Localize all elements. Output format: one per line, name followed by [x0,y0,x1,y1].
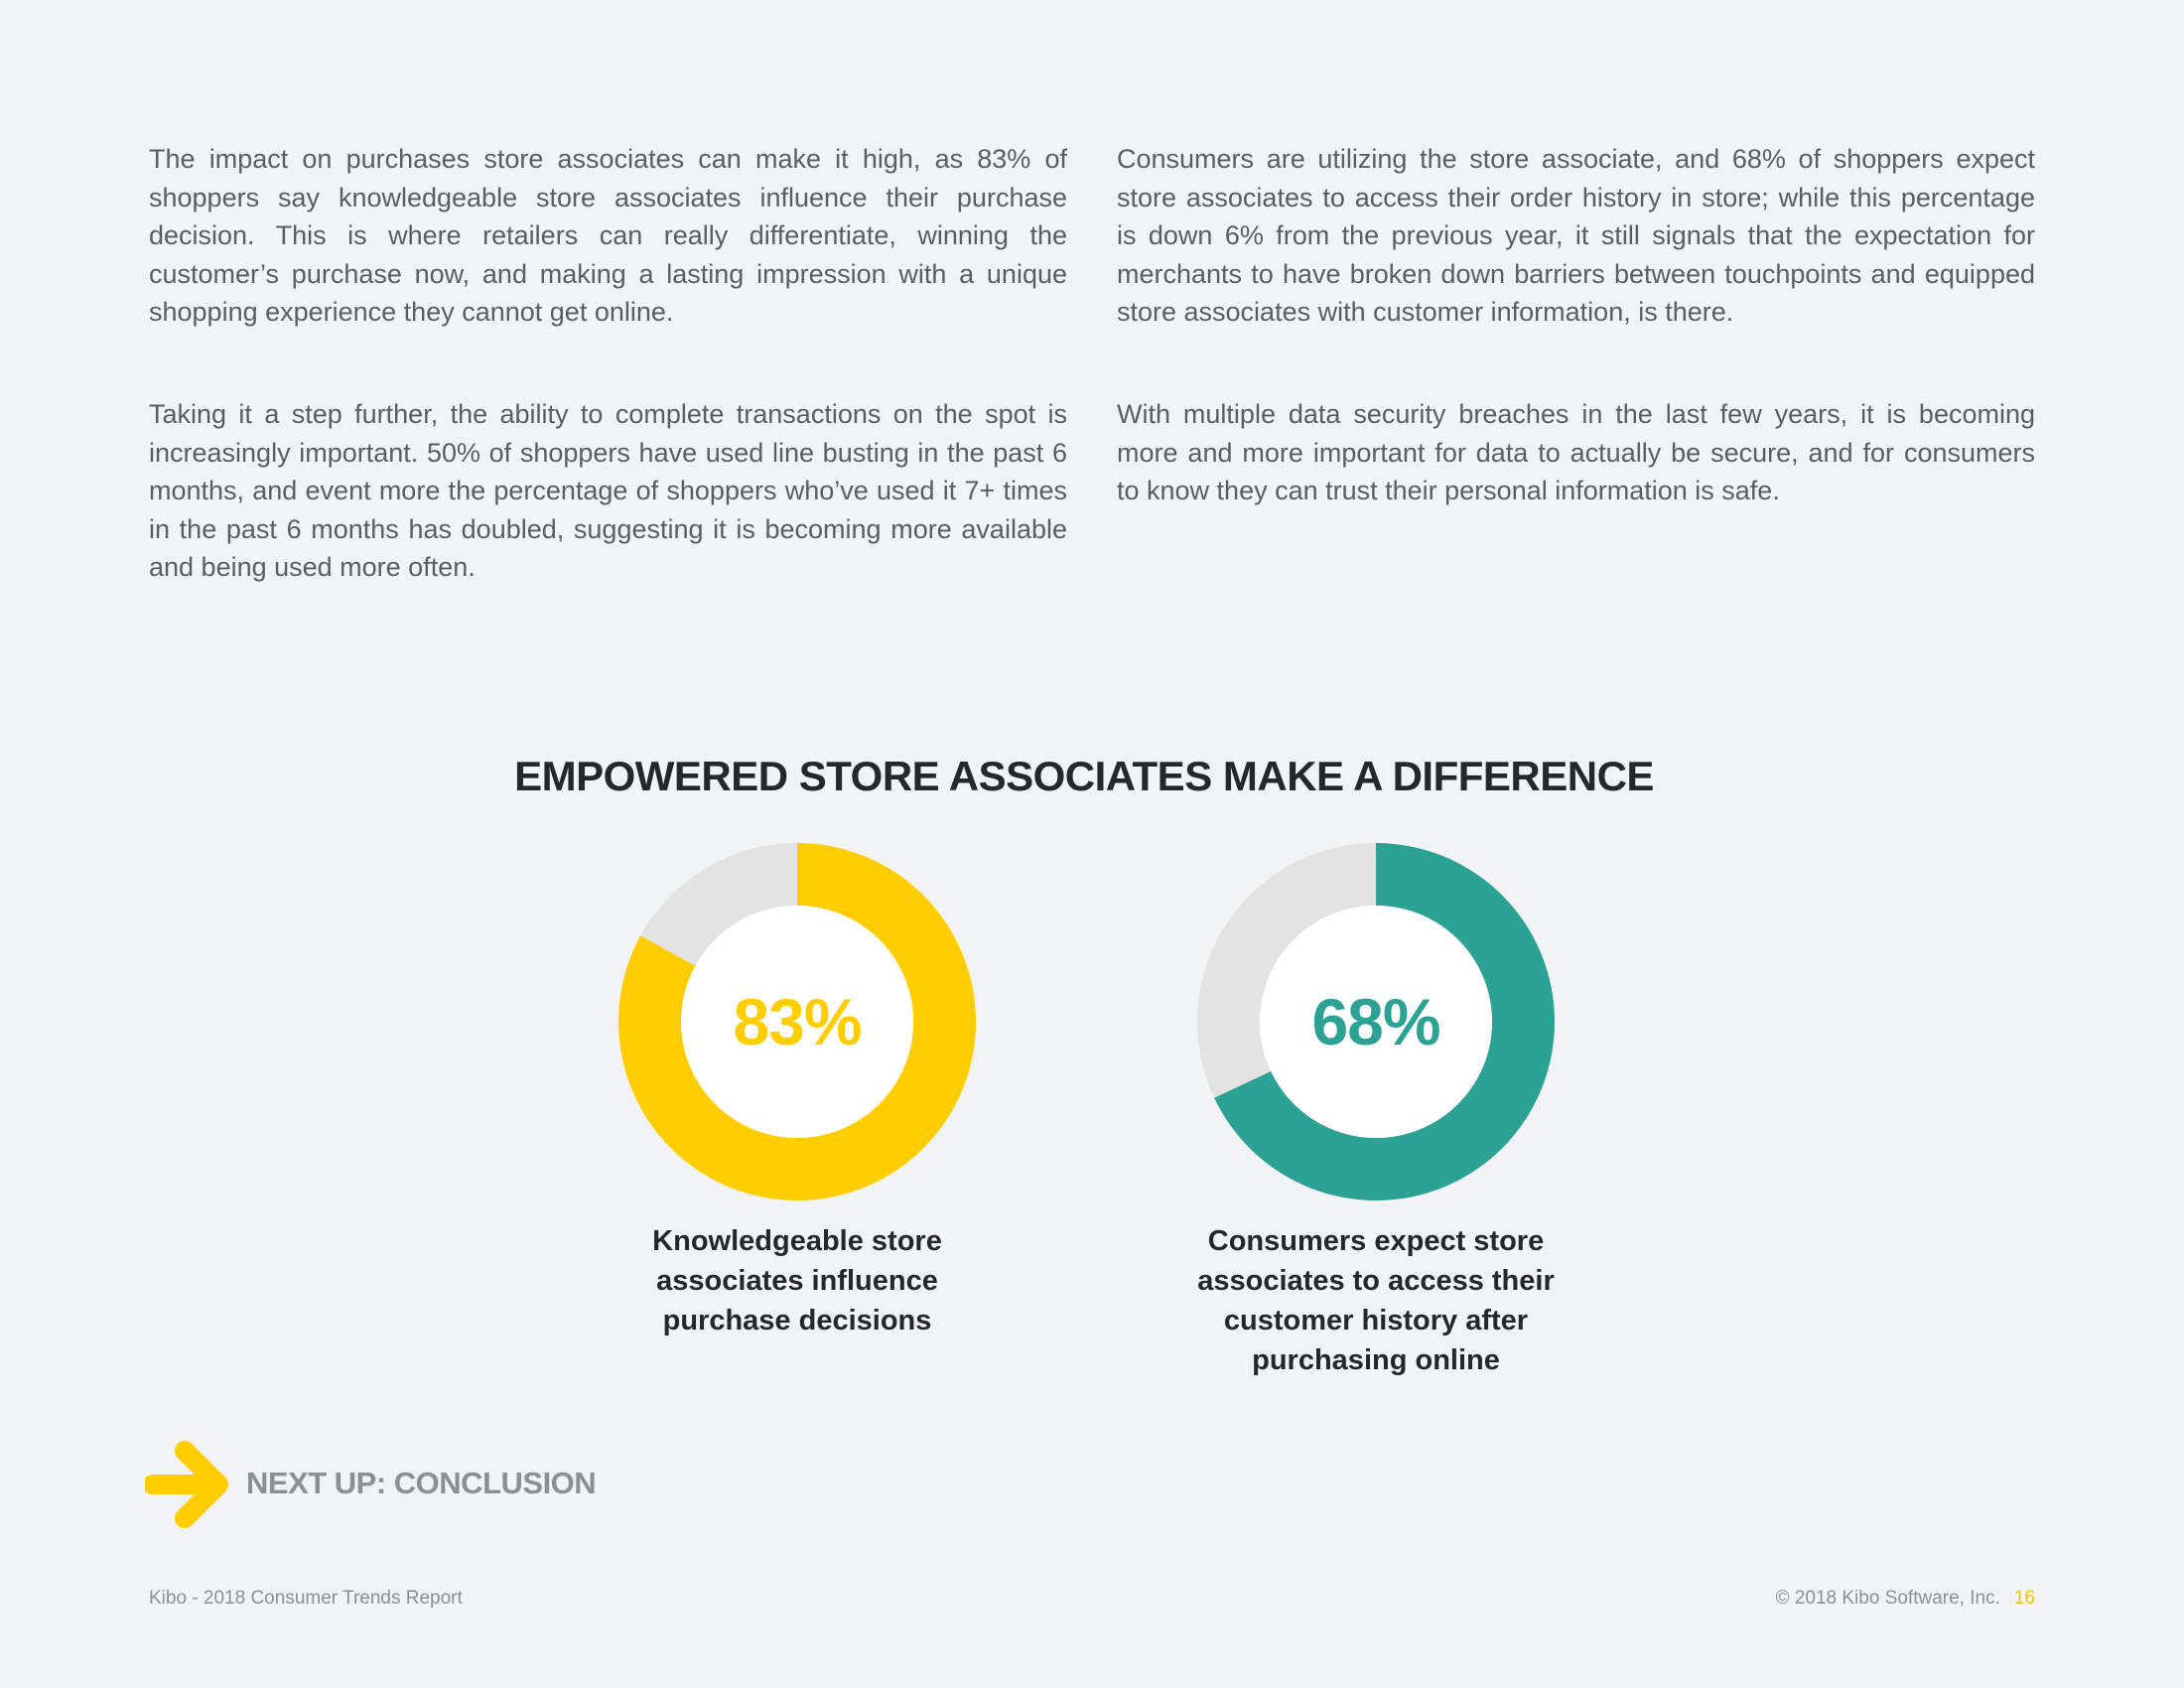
body-paragraph: Taking it a step further, the ability to complete transactions on the spot is increasingly important. 50% of shoppers have used line busting in the past 6 months, and event more the percentage of shoppers who’ve used it 7+ times in the past 6 months has doubled, suggesting it is becoming more available and being used more often. [149,399,1067,582]
donut-chart-order-history [1197,843,1555,1200]
body-paragraph: The impact on purchases store associates can make it high, as 83% of shoppers say knowledgeable store associates influence their purchase decision. This is where retailers can really differentiate, winning the customer’s purchase now, and making a lasting impression with a unique shopping experience they cannot get online. [149,144,1067,327]
donut-chart-knowledgeable-associates [618,843,976,1200]
donut-value-label: 83% [733,985,862,1058]
copyright-text: © 2018 Kibo Software, Inc. [1775,1588,2000,1609]
donut-value-label: 68% [1311,985,1440,1058]
donut-caption: Knowledgeable store associates influence purchase decisions [652,1225,942,1336]
page-number: 16 [2013,1588,2035,1609]
footer-report-title: Kibo - 2018 Consumer Trends Report [149,1588,463,1609]
next-up-link[interactable] [145,1438,596,1529]
infographic-heading: EMPOWERED STORE ASSOCIATES MAKE A DIFFERENCE [514,753,1654,799]
footer-copyright [1776,1588,2035,1610]
arrow-right-icon [145,1438,230,1529]
body-paragraph: With multiple data security breaches in the last few years, it is becoming more and more important for data to actually be secure, and for consumers to know they can trust their personal information is safe. [1117,399,2035,505]
donut-caption: Consumers expect store associates to access their customer history after purchasing online [1197,1225,1555,1376]
next-up-label: NEXT UP: CONCLUSION [246,1466,597,1500]
body-paragraph: Consumers are utilizing the store associate, and 68% of shoppers expect store associates to access their order history in store; while this percentage is down 6% from the previous year, it still signals that the expectation for merchants to have broken down barriers between touchpoints and equipped store associates with customer information, is there. [1117,144,2035,327]
